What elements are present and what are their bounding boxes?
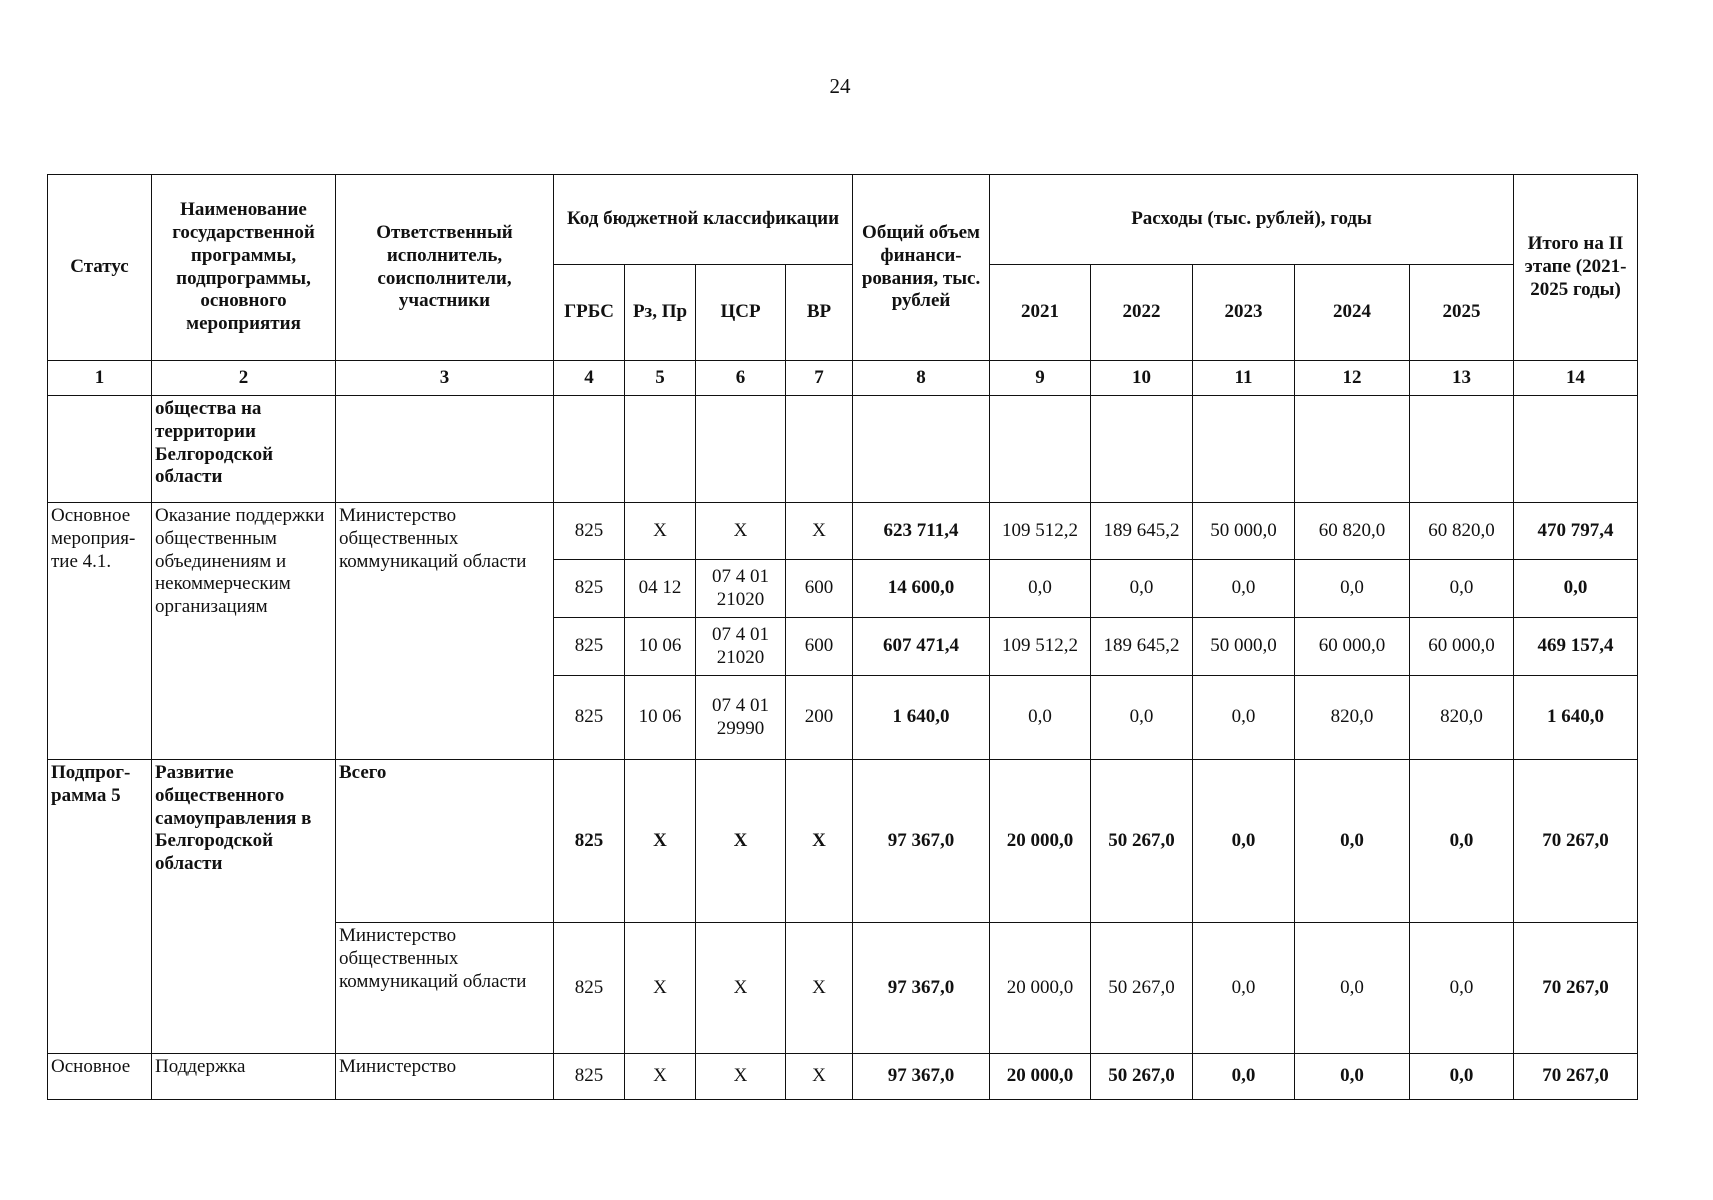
- cell-2025: 0,0: [1410, 560, 1514, 618]
- cell-total: 97 367,0: [853, 923, 990, 1054]
- header-year: 2023: [1193, 265, 1295, 361]
- cell-stage-total: 70 267,0: [1514, 760, 1638, 923]
- header-year: 2021: [990, 265, 1091, 361]
- column-number: 3: [336, 361, 554, 396]
- cell-grbs: 825: [554, 560, 625, 618]
- header-grbs: ГРБС: [554, 265, 625, 361]
- cell-rzpr: 10 06: [625, 618, 696, 676]
- cell-csr: Х: [696, 923, 786, 1054]
- cell-2023: 0,0: [1193, 923, 1295, 1054]
- cell-2021: 20 000,0: [990, 1054, 1091, 1100]
- column-number: 2: [152, 361, 336, 396]
- cell-executor: Министерство общественных коммуникаций области: [336, 923, 554, 1054]
- cell-2022: 0,0: [1091, 676, 1193, 760]
- header-budget-code: Код бюджетной классификации: [554, 175, 853, 265]
- column-number: 14: [1514, 361, 1638, 396]
- cell-total: 607 471,4: [853, 618, 990, 676]
- last-event-executor: Министерство: [336, 1054, 554, 1100]
- header-year: 2024: [1295, 265, 1410, 361]
- cell-rzpr: Х: [625, 760, 696, 923]
- cell-total: 623 711,4: [853, 503, 990, 560]
- cell-2021: 109 512,2: [990, 618, 1091, 676]
- cell-2025: 0,0: [1410, 923, 1514, 1054]
- column-number: 12: [1295, 361, 1410, 396]
- cell-grbs: 825: [554, 676, 625, 760]
- cell-2023: 0,0: [1193, 676, 1295, 760]
- cell-grbs: 825: [554, 760, 625, 923]
- cell-vr: 200: [786, 676, 853, 760]
- column-numbers-row: [48, 361, 1638, 396]
- column-number: 4: [554, 361, 625, 396]
- cell-2021: 0,0: [990, 676, 1091, 760]
- budget-table: [47, 174, 1638, 1100]
- header-vr: ВР: [786, 265, 853, 361]
- column-number: 10: [1091, 361, 1193, 396]
- table-header: [48, 175, 1638, 361]
- cell-csr: Х: [696, 503, 786, 560]
- cell-stage-total: 470 797,4: [1514, 503, 1638, 560]
- column-number: 11: [1193, 361, 1295, 396]
- cell-2023: 0,0: [1193, 560, 1295, 618]
- cell-grbs: 825: [554, 1054, 625, 1100]
- column-number: 9: [990, 361, 1091, 396]
- cell-2024: 0,0: [1295, 923, 1410, 1054]
- cell-vr: 600: [786, 560, 853, 618]
- event-4-1-name: Оказание поддержки общественным объединениям и некоммерческим организациям: [152, 503, 336, 760]
- table-row: [48, 760, 1638, 923]
- cell-stage-total: 70 267,0: [1514, 923, 1638, 1054]
- continuation-name: общества на территории Белгородской области: [152, 396, 336, 503]
- cell-2022: 50 267,0: [1091, 923, 1193, 1054]
- cell-2021: 20 000,0: [990, 760, 1091, 923]
- subprogram-5-name: Развитие общественного самоуправления в Белгородской области: [152, 760, 336, 1054]
- cell-vr: 600: [786, 618, 853, 676]
- header-status: Статус: [48, 175, 152, 361]
- header-executor: Ответственный исполнитель, соисполнители, участники: [336, 175, 554, 361]
- cell-total: 14 600,0: [853, 560, 990, 618]
- cell-2024: 0,0: [1295, 560, 1410, 618]
- cell-grbs: 825: [554, 618, 625, 676]
- cell-2023: 0,0: [1193, 760, 1295, 923]
- cell-stage-total: 1 640,0: [1514, 676, 1638, 760]
- cell-2023: 50 000,0: [1193, 503, 1295, 560]
- cell-grbs: 825: [554, 503, 625, 560]
- event-4-1-status: Основное мероприя-тие 4.1.: [48, 503, 152, 760]
- table-row: [48, 503, 1638, 560]
- header-expenses: Расходы (тыс. рублей), годы: [990, 175, 1514, 265]
- subprogram-5-status: Подпрог-рамма 5: [48, 760, 152, 1054]
- cell-csr: Х: [696, 1054, 786, 1100]
- cell-grbs: 825: [554, 923, 625, 1054]
- cell-2024: 820,0: [1295, 676, 1410, 760]
- page-number: 24: [829, 74, 851, 98]
- cell-2023: 50 000,0: [1193, 618, 1295, 676]
- cell-2022: 189 645,2: [1091, 618, 1193, 676]
- header-year: 2022: [1091, 265, 1193, 361]
- cell-2022: 189 645,2: [1091, 503, 1193, 560]
- header-csr: ЦСР: [696, 265, 786, 361]
- cell-stage-total: 469 157,4: [1514, 618, 1638, 676]
- cell-rzpr: Х: [625, 503, 696, 560]
- last-event-status: Основное: [48, 1054, 152, 1100]
- cell-csr: 07 4 01 21020: [696, 618, 786, 676]
- cell-2023: 0,0: [1193, 1054, 1295, 1100]
- cell-total: 1 640,0: [853, 676, 990, 760]
- cell-total: 97 367,0: [853, 1054, 990, 1100]
- column-number: 6: [696, 361, 786, 396]
- cell-2024: 60 000,0: [1295, 618, 1410, 676]
- cell-2025: 0,0: [1410, 760, 1514, 923]
- cell-vr: Х: [786, 760, 853, 923]
- cell-executor: Всего: [336, 760, 554, 923]
- cell-2025: 60 820,0: [1410, 503, 1514, 560]
- cell-2025: 60 000,0: [1410, 618, 1514, 676]
- header-rz-pr: Рз, Пр: [625, 265, 696, 361]
- cell-vr: Х: [786, 503, 853, 560]
- table-row: [48, 396, 1638, 503]
- cell-csr: Х: [696, 760, 786, 923]
- column-number: 13: [1410, 361, 1514, 396]
- cell-stage-total: 70 267,0: [1514, 1054, 1638, 1100]
- cell-stage-total: 0,0: [1514, 560, 1638, 618]
- column-number: 8: [853, 361, 990, 396]
- column-number: 1: [48, 361, 152, 396]
- header-name: Наименование государственной программы, подпрограммы, основного мероприятия: [152, 175, 336, 361]
- cell-2021: 20 000,0: [990, 923, 1091, 1054]
- column-number: 5: [625, 361, 696, 396]
- cell-2024: 0,0: [1295, 1054, 1410, 1100]
- cell-vr: Х: [786, 1054, 853, 1100]
- cell-csr: 07 4 01 21020: [696, 560, 786, 618]
- header-stage-total: Итого на II этапе (2021-2025 годы): [1514, 175, 1638, 361]
- cell-2025: 0,0: [1410, 1054, 1514, 1100]
- cell-rzpr: Х: [625, 1054, 696, 1100]
- cell-2024: 60 820,0: [1295, 503, 1410, 560]
- cell-rzpr: 04 12: [625, 560, 696, 618]
- column-number: 7: [786, 361, 853, 396]
- event-4-1-executor: Министерство общественных коммуникаций области: [336, 503, 554, 760]
- cell-rzpr: Х: [625, 923, 696, 1054]
- header-year: 2025: [1410, 265, 1514, 361]
- cell-2022: 0,0: [1091, 560, 1193, 618]
- cell-2022: 50 267,0: [1091, 760, 1193, 923]
- cell-total: 97 367,0: [853, 760, 990, 923]
- last-event-name: Поддержка: [152, 1054, 336, 1100]
- cell-2024: 0,0: [1295, 760, 1410, 923]
- cell-vr: Х: [786, 923, 853, 1054]
- cell-rzpr: 10 06: [625, 676, 696, 760]
- table-row: [48, 1054, 1638, 1100]
- header-total-volume: Общий объем финанси-рования, тыс. рублей: [853, 175, 990, 361]
- cell-2025: 820,0: [1410, 676, 1514, 760]
- cell-csr: 07 4 01 29990: [696, 676, 786, 760]
- cell-2021: 109 512,2: [990, 503, 1091, 560]
- cell-2022: 50 267,0: [1091, 1054, 1193, 1100]
- cell-2021: 0,0: [990, 560, 1091, 618]
